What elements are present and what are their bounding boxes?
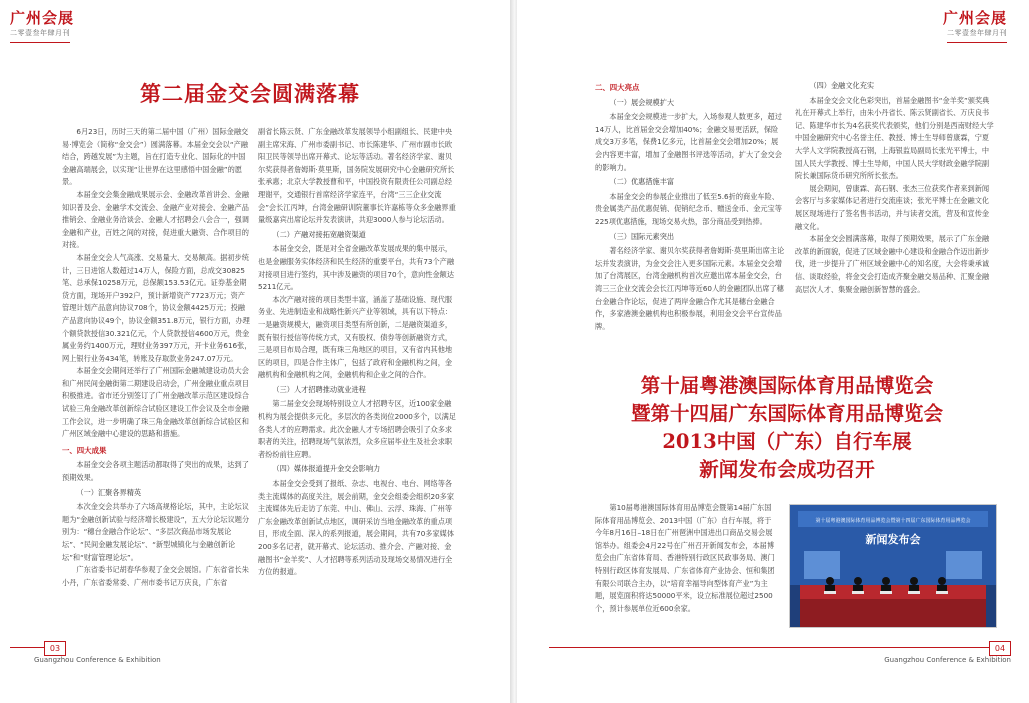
footer-left — [10, 641, 490, 667]
paragraph: 本届金交会规模进一步扩大，入场参观人数更多，超过14万人，比首届金交会增加40%；金融交易更活跃，保险成交3万多笔，保费1亿多元，比首届金交会增加20%；展会内容更丰富，增加了金融图书评选等活动，扩大了金交会的影响力。 — [595, 112, 782, 172]
footer-right — [547, 641, 1027, 667]
paragraph: 本届金交会圆满落幕，取得了预期效果，展示了广东金融改革的新面貌，促进了区域金融中心建设和金融合作迈出新步伐，进一步提升了广州区域金融中心的知名度，大会将秉承诚信、谈取经验，将金交会打造成齐聚金融交易品种、汇聚金融高层次人才、集聚金融创新智慧的盛会。 — [795, 234, 990, 294]
paragraph: 本届金交会文化色彩突出，首届金融图书“金羊奖”颁奖典礼在开幕式上举行，由朱小丹省长、陈云贤副省长、万庆良书记、陈建华市长为4名获奖代表颁奖，他们分别是西南财经大学中国金融研究中心名誉主任、教授、博士生导师曾康霖，宁夏大学人文学院教授高石钢，上海银监局副局长张光平博士，中国人民大学教授、博士生导师，中国人民大学财政金融学院副院长兼国际货币研究所所长张杰。 — [795, 95, 994, 181]
section-heading: 一、四大成果 — [62, 445, 107, 455]
section-heading: 二、四大亮点 — [595, 83, 640, 92]
title-line: 2013中国（广东）自行车展 — [662, 430, 912, 453]
paragraph: 广东省委书记胡春华参观了金交会展馆。广东省省长朱小丹，广东省委常委、广州市委书记万庆良，广东省 — [62, 565, 249, 587]
subsection-heading: （二）优惠措施丰富 — [609, 177, 675, 187]
banner-text: 第十届粤港澳国际体育用品博览会暨第十四届广东国际体育用品博览会 — [815, 518, 971, 524]
header-logo-left — [10, 8, 88, 46]
subsection-heading: （一）汇聚各界精英 — [76, 487, 142, 497]
left-page — [0, 0, 512, 703]
paragraph: 本届金交会集金融成果展示会、金融改革首讲会、金融知识普及会、金融学术交流会、金融产业对接会、金融产品推销会、金融业务洽谈会、金融人才招聘会八会合一，强调金融和产业，百姓之间的对接，促进重大融资、合作项目的对接。 — [62, 189, 249, 250]
title-line: 第十届粤港澳国际体育用品博览会 — [640, 374, 934, 397]
paragraph: 本届金交会各项主题活动都取得了突出的成果，达到了预期效果。 — [62, 460, 249, 483]
paragraph: 本届金交会受到了报纸、杂志、电视台、电台、网络等各类主流媒体的高度关注，展会前期，金交会组委会组织20多家主流媒体先后走访了东莞、中山、佛山、云浮、珠海、广州等广东金融改革创新试点地区，调研采访当地金融改革的重点项目，形成全面、深入的系列报道，展会期间，共有70多家媒体200多名记者，就开幕式、论坛活动、推介会、产融对接、金融图书“金羊奖”、人才招聘等系列活动及现场交易情况进行全方位的报道。 — [258, 479, 455, 577]
right-page — [517, 0, 1029, 703]
text-column-1 — [62, 126, 252, 589]
paragraph: 6月23日，历时三天的第二届中国（广州）国际金融交易·博览会（简称“金交会”）圆满落幕。本届金交会以“产融结合，跨越发展”为主题，旨在打造专业化、国际化的中国金融高端展会，以实现“让世界在这里感悟中国金融”的愿景。 — [62, 127, 249, 187]
subsection-heading: （三）国际元素突出 — [609, 231, 675, 241]
logo-text: 广州会展 — [942, 9, 1007, 27]
paragraph: 展会期间，曾康霖、高石钢、张杰三位获奖作者来到新闻会客厅与多家媒体记者进行交流座谈；张光平博士在金融文化展区现场进行了签名售书活动，并与读者交流，营及和宣传金融文化。 — [795, 183, 990, 231]
paragraph: 第二届金交会现场特别设立人才招聘专区，近100家金融机构为展会提供多元化，多层次的各类岗位2000多个，以满足各类人才的应聘需求。此次金融人才专场招聘会吸引了众多求职者的关注，招聘现场气氛浓烈，众多应届毕业生及社会求职者纷纷前往应聘。 — [258, 399, 456, 459]
footer-rule — [549, 647, 989, 648]
header-logo-right — [929, 8, 1007, 46]
logo-subtitle: 二零壹叁年肆月刊 — [947, 29, 1007, 37]
text-column-4 — [795, 78, 995, 296]
photo-illustration — [790, 505, 996, 627]
subsection-heading: （二）产融对接拓宽融资渠道 — [272, 229, 366, 239]
paragraph: 本届金交会的参展企业推出了低至5.6折的商业车险、贵金属类产品优惠促销、促销纪念币、赠送金币、金元宝等225项优惠措施，现场交易火热，部分商品受到热捧。 — [595, 191, 782, 226]
banner-title: 新闻发布会 — [865, 533, 921, 546]
page-number: 04 — [989, 641, 1011, 656]
title-line: 暨第十四届广东国际体育用品博览会 — [630, 402, 943, 425]
paragraph: 副省长陈云贤、广东金融改革发展领导小组副组长、民建中央副主席宋海、广州市委副书记、市长陈建华、广州市副市长欧阳卫民等领导出席开幕式、论坛等活动。著名经济学家、谢贝尔奖获得者詹姆斯·莫里斯，国务院发展研究中心金融研究所长张承惠；北京大学教授曹和平，中国投资有限责任公司副总经理谢平，交通银行首席经济学家连平，台湾“三三企业交流会”会长江丙坤，台湾金融研训院董事长许嘉栋等众多金融界重量级嘉宾出席论坛并发表演讲，共迎3000人参与论坛活动。 — [258, 127, 456, 225]
paragraph: 本次金交会共举办了六场高规格论坛，其中，主论坛议题为“金融创新试验与经济增长极建设”，五大分论坛议题分别为：“穗台金融合作论坛”、“多层次商品市场发展论坛”、“民间金融发展论坛”、“新型城镇化与金融创新论坛”和“财富管理论坛”。 — [62, 502, 250, 562]
header-rule — [947, 42, 1007, 43]
footer-rule — [10, 647, 44, 648]
paragraph: 第10届粤港澳国际体育用品博览会暨第14届广东国际体育用品博览会、2013中国（广东）自行车展，将于今年8月16日–18日在广州琶洲中国进出口商品交易会展馆举办。组委会4月22号在广州召开新闻发布会，本届博览会由广东省体育局、香港特别行政区民政事务局、澳门特别行政区体育发展局、广东省体育产业协会、恒和集团有限公司联合主办，以“培育幸福导向型体育产业”为主题，展览面积将达50000平米，设立标准展位超过2500个，预计参展单位近600余家。 — [595, 503, 775, 613]
text-column-5 — [595, 502, 777, 615]
article-title-2 — [577, 372, 997, 484]
header-rule — [10, 42, 70, 43]
title-line: 新闻发布会成功召开 — [699, 458, 875, 481]
publication-name: Guangzhou Conference & Exhibition — [884, 656, 1011, 664]
logo-subtitle: 二零壹叁年肆月刊 — [10, 29, 70, 37]
paragraph: 本次产融对接的项目类型丰富，涵盖了基础设施、现代服务业、先进制造业和战略性新兴产业等领域，具有以下特点：一是融资规模大，融资项目类型有所创新，二是融资渠道多，既有银行授信等传统方式，又有股权、债券等创新融资方式，三是项目布局合理，既有珠三角地区的项目，又有省内其他地区的项目，四是合作主体广，包括了政府和金融机构之间，金融机构和金融机构之间，金融机构和企业之间的合作。 — [258, 294, 453, 380]
publication-name: Guangzhou Conference & Exhibition — [34, 656, 161, 664]
subsection-heading: （三）人才招聘推动就业进程 — [272, 384, 366, 394]
subsection-heading: （四）媒体报道提升金交会影响力 — [272, 464, 381, 474]
paragraph: 本届金交会期间还举行了广州国际金融城建设动员大会和广州民间金融街第二期建设启动会，广州金融业重点项目积极推进。省市还分别签订了广州金融改革示范区建设综合试验三角金融改革创新综合试验区建设工作会议及全市金融工作会议，进一步明确了珠三角金融改革创新综合试验区和广州区域金融中心建设的思路和措施。 — [62, 366, 249, 439]
press-conference-photo — [789, 504, 997, 628]
article-title: 第二届金交会圆满落幕 — [140, 81, 360, 106]
paragraph: 著名经济学家、谢贝尔奖获得者詹姆斯·莫里斯出席主论坛并发表演讲，为金交会注入更多国际元素。本届金交会增加了台湾展区，台湾金融机构首次应邀出席本届金交会，台湾三三企业交流会会长江丙坤等近60人的金融团队出席了穗台金融合作论坛，促进了两岸金融合作尤其是穗台金融合作，多家港澳金融机构也积极参展，利用金交会平台宣传品牌。 — [595, 246, 785, 331]
paragraph: 本届金交会人气高涨、交易量大、交易额高。据初步统计，三日进馆人数超过14万人，保险方面，总成交30825笔、总承保10258万元，总保额153.53亿元。证券基金期货方面，现场开户392户，预计新增资产7723万元；资产管理计划产品意向协议708个，协议金额4425万元；投融产品意向协议49个，协议金额351.8万元，银行方面，办理个额贷款授信30.321亿元，个人贷款授信4600万元，贵金属业务约1400万元，理财业务397万元，开卡业务616张，网上银行业务434笔，转账及存取款业务247.07万元。 — [62, 252, 252, 363]
page-number: 03 — [44, 641, 66, 656]
logo-text: 广州会展 — [10, 9, 75, 27]
subsection-heading: （一）展会规模扩大 — [609, 97, 675, 107]
paragraph: 本届金交会，既是对全省金融改革发展成果的集中展示，也是金融服务实体经济和民生经济的重要平台，共有73个产融对接项目进行签约，其中涉及融资的项目70个，意向性金额达5211亿元。 — [258, 244, 455, 292]
text-column-3 — [595, 78, 785, 333]
subsection-heading: （四）金融文化充实 — [809, 81, 875, 90]
text-column-2 — [258, 126, 456, 579]
